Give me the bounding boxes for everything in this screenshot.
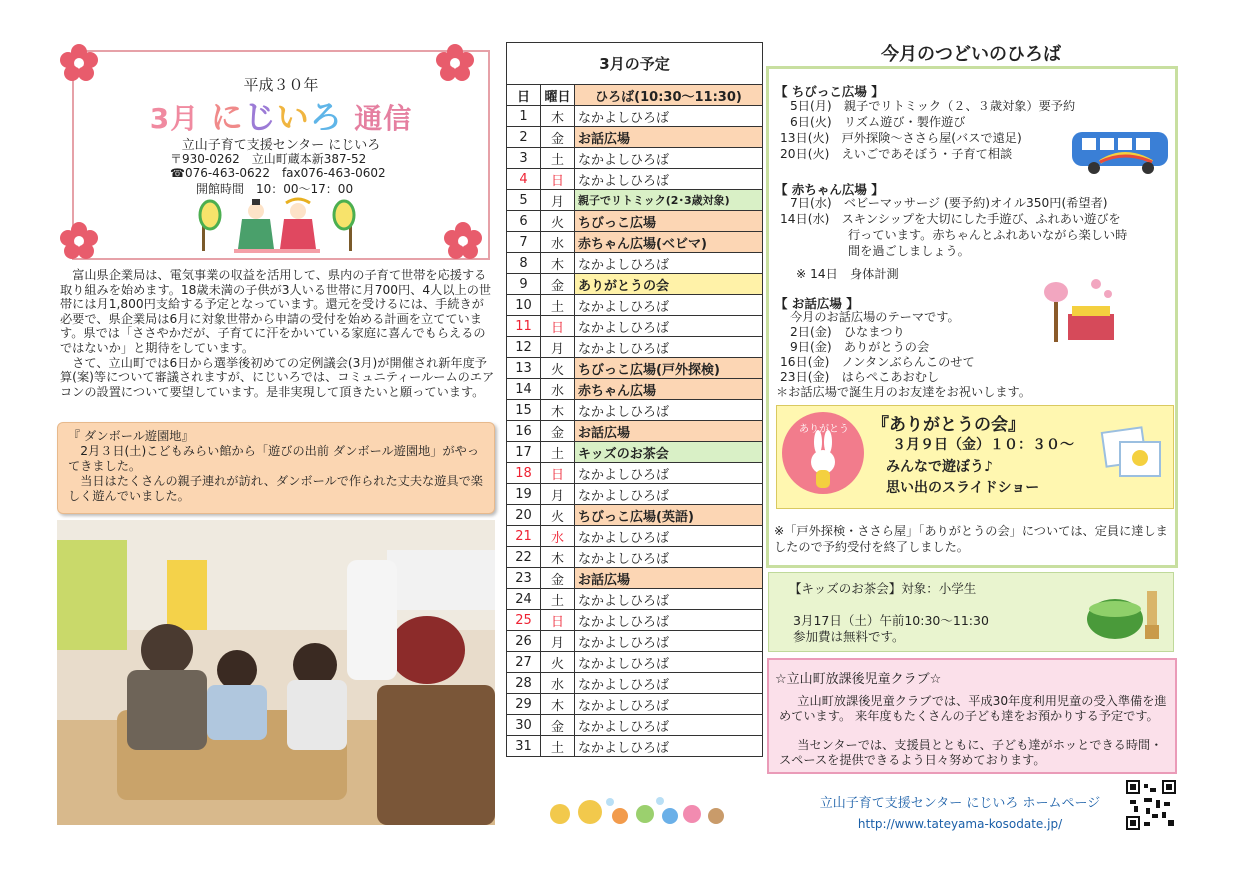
schedule-event: お話広場: [575, 568, 763, 589]
schedule-day: 4: [507, 169, 541, 190]
schedule-event: ちびっこ広場: [575, 211, 763, 232]
schedule-day: 3: [507, 148, 541, 169]
schedule-day: 9: [507, 274, 541, 295]
hina-dolls-illustration: [194, 197, 364, 253]
schedule-event: なかよしひろば: [575, 526, 763, 547]
schedule-weekday: 土: [541, 736, 575, 757]
schedule-event: なかよしひろば: [575, 631, 763, 652]
schedule-row: [507, 379, 763, 400]
schedule-weekday: 月: [541, 631, 575, 652]
schedule-weekday: 日: [541, 169, 575, 190]
schedule-weekday: 木: [541, 694, 575, 715]
schedule-row: [507, 715, 763, 736]
schedule-weekday: 火: [541, 358, 575, 379]
schedule-day: 8: [507, 253, 541, 274]
schedule-row: [507, 421, 763, 442]
schedule-event: なかよしひろば: [575, 316, 763, 337]
cardboard-text: 当日はたくさんの親子連れが訪れ、ダンボールで作られた丈夫な遊具で楽しく遊んでいました。: [68, 474, 483, 503]
schedule-row: [507, 295, 763, 316]
schedule-row: [507, 337, 763, 358]
homepage-footer: [800, 794, 1120, 834]
schedule-day: 19: [507, 484, 541, 505]
schedule-row: [507, 652, 763, 673]
title-suffix: 通信: [354, 102, 413, 135]
schedule-weekday: 火: [541, 505, 575, 526]
plum-flower-icon: [56, 222, 102, 262]
newsletter-header: [72, 50, 490, 260]
schedule-day: 6: [507, 211, 541, 232]
schedule-event: なかよしひろば: [575, 295, 763, 316]
schedule-event: 赤ちゃん広場: [575, 379, 763, 400]
schedule-row: [507, 484, 763, 505]
animal-parade-illustration: [540, 796, 730, 826]
schedule-row: [507, 589, 763, 610]
schedule-weekday: 木: [541, 253, 575, 274]
schedule-event: なかよしひろば: [575, 148, 763, 169]
schedule-weekday: 金: [541, 274, 575, 295]
schedule-row: [507, 673, 763, 694]
schedule-weekday: 日: [541, 610, 575, 631]
schedule-day: 16: [507, 421, 541, 442]
schedule-row: [507, 316, 763, 337]
baby-item: 14日(水) スキンシップを大切にした手遊び、ふれあい遊びを: [780, 212, 1121, 226]
cardboard-title: 『 ダンボール遊園地』: [68, 429, 194, 443]
booking-closed-note: ※「戸外探検・ささら屋」「ありがとうの会」については、定員に達しましたので予約受付を終了しました。: [774, 524, 1168, 554]
matcha-bowl-icon: [1085, 581, 1169, 645]
schedule-row: [507, 253, 763, 274]
title-char: に: [210, 98, 244, 136]
schedule-row: [507, 463, 763, 484]
thanks-title: 『ありがとうの会』: [872, 415, 1025, 435]
schedule-event: なかよしひろば: [575, 484, 763, 505]
schedule-day: 18: [507, 463, 541, 484]
schedule-weekday: 土: [541, 442, 575, 463]
schedule-weekday: 金: [541, 715, 575, 736]
schedule-weekday: 土: [541, 295, 575, 316]
chibikko-item: 13日(火) 戸外探険～ささら屋(バスで遠足): [780, 131, 1022, 145]
schedule-event: ありがとうの会: [575, 274, 763, 295]
schedule-row: [507, 211, 763, 232]
plum-flower-icon: [440, 222, 486, 262]
schedule-weekday: 土: [541, 148, 575, 169]
schedule-day: 17: [507, 442, 541, 463]
plum-flower-icon: [432, 44, 478, 84]
schedule-event: なかよしひろば: [575, 736, 763, 757]
column-header-day: 日: [507, 85, 541, 106]
schedule-row: [507, 631, 763, 652]
schedule-event: なかよしひろば: [575, 694, 763, 715]
baby-item-cont: 行っています。赤ちゃんとふれあいながら楽しい時: [848, 228, 1128, 242]
chibikko-item: 6日(火) リズム遊び・製作遊び: [790, 115, 966, 129]
ohanashi-item: 2日(金) ひなまつり: [790, 325, 905, 339]
schedule-event: 赤ちゃん広場(ベビマ): [575, 232, 763, 253]
schedule-day: 31: [507, 736, 541, 757]
plum-flower-icon: [56, 44, 102, 84]
schedule-row: [507, 169, 763, 190]
ohanashi-heading: 【 お話広場 】: [775, 296, 859, 311]
schedule-event: なかよしひろば: [575, 463, 763, 484]
baby-item-cont: 間を過ごしましょう。: [848, 244, 970, 258]
schedule-event: なかよしひろば: [575, 652, 763, 673]
schedule-event: お話広場: [575, 127, 763, 148]
schedule-day: 26: [507, 631, 541, 652]
thanks-line: 思い出のスライドショー: [886, 480, 1040, 496]
schedule-weekday: 水: [541, 526, 575, 547]
schedule-event: なかよしひろば: [575, 106, 763, 127]
schedule-weekday: 金: [541, 421, 575, 442]
schedule-row: [507, 610, 763, 631]
kids-fee: 参加費は無料です。: [793, 629, 905, 644]
schedule-weekday: 金: [541, 568, 575, 589]
chibikko-heading: 【 ちびっこ広場 】: [775, 84, 884, 99]
schedule-weekday: 木: [541, 400, 575, 421]
cardboard-park-notice: [57, 422, 495, 514]
schedule-weekday: 月: [541, 190, 575, 211]
kids-tea-party-box: [768, 572, 1174, 652]
schedule-event: なかよしひろば: [575, 610, 763, 631]
schedule-weekday: 火: [541, 652, 575, 673]
title-char: じ: [243, 98, 277, 136]
photo-cards-icon: [1098, 424, 1164, 482]
schedule-weekday: 木: [541, 547, 575, 568]
homepage-label: 立山子育て支援センター にじいろ ホームページ: [819, 796, 1101, 811]
schedule-day: 1: [507, 106, 541, 127]
header-year: 平成３０年: [243, 76, 319, 94]
schedule-row: [507, 106, 763, 127]
schedule-row: [507, 400, 763, 421]
club-heading: ☆立山町放課後児童クラブ☆: [775, 672, 942, 687]
schedule-weekday: 水: [541, 673, 575, 694]
schedule-weekday: 日: [541, 463, 575, 484]
club-paragraph: 立山町放課後児童クラブでは、平成30年度利用児童の受入準備を進めています。 来年度もたくさんの子ども達をお預かりする予定です。: [779, 694, 1167, 723]
schedule-weekday: 火: [541, 211, 575, 232]
intro-paragraph: さて、立山町では6日から選挙後初めての定例議会(3月)が開催され新年度予算(案)等について審議されますが、にじいろでは、コミュニティールームのエアコンの設置について要望しています。是非実現して頂きたいと願っています。: [60, 355, 495, 399]
chibikko-item: 20日(火) えいごであそぼう・子育て相談: [780, 147, 1013, 161]
schedule-row: [507, 190, 763, 211]
thanks-date: ３月９日（金）１０：３０～: [892, 437, 1074, 453]
schedule-event: キッズのお茶会: [575, 442, 763, 463]
schedule-weekday: 月: [541, 337, 575, 358]
chibikko-item: 5日(月) 親子でリトミック（２、３歳対象）要予約: [790, 99, 1076, 113]
schedule-day: 7: [507, 232, 541, 253]
schedule-day: 15: [507, 400, 541, 421]
schedule-event: ちびっこ広場(英語): [575, 505, 763, 526]
schedule-event: お話広場: [575, 421, 763, 442]
title-month: 3月: [149, 102, 200, 135]
schedule-row: [507, 274, 763, 295]
schedule-row: [507, 232, 763, 253]
cardboard-text: 2月３日(土)こどもみらい館から「遊びの出前 ダンボール遊園地」がやってきました。: [68, 444, 480, 473]
schedule-row: [507, 736, 763, 757]
schedule-title: 3月の予定: [507, 43, 763, 85]
march-schedule-table: [506, 42, 763, 757]
schedule-event: なかよしひろば: [575, 715, 763, 736]
schedule-day: 2: [507, 127, 541, 148]
thanks-badge-text: ありがとう: [799, 424, 849, 435]
center-name: 立山子育て支援センター にじいろ: [181, 138, 381, 153]
right-panel-title: 今月のつどいのひろば: [881, 44, 1061, 65]
schedule-row: [507, 505, 763, 526]
ohanashi-item: 16日(金) ノンタンぶらんこのせて: [780, 355, 975, 369]
schedule-event: なかよしひろば: [575, 673, 763, 694]
schedule-day: 20: [507, 505, 541, 526]
hina-lantern-icon: [1036, 276, 1120, 346]
schedule-day: 28: [507, 673, 541, 694]
schedule-row: [507, 358, 763, 379]
column-header-weekday: 曜日: [541, 85, 575, 106]
ohanashi-item: 23日(金) はらぺこあおむし: [780, 370, 940, 384]
schedule-day: 12: [507, 337, 541, 358]
after-school-club-box: [767, 658, 1177, 774]
ohanashi-item: 9日(金) ありがとうの会: [790, 340, 930, 354]
postal-address: 〒930-0262 立山町蔵本新387-52: [170, 152, 367, 166]
schedule-weekday: 木: [541, 106, 575, 127]
schedule-day: 27: [507, 652, 541, 673]
baby-heading: 【 赤ちゃん広場 】: [775, 182, 884, 197]
title-rainbow-word: [210, 98, 355, 136]
schedule-row: [507, 442, 763, 463]
schedule-event: なかよしひろば: [575, 169, 763, 190]
kids-time: 3月17日（土）午前10:30～11:30: [793, 613, 989, 628]
schedule-day: 11: [507, 316, 541, 337]
tel-fax: ☎076-463-0622 fax076-463-0602: [170, 166, 386, 180]
thanks-line: みんなで遊ぼう♪: [886, 459, 993, 475]
contact-info: [170, 152, 386, 180]
schedule-day: 23: [507, 568, 541, 589]
schedule-row: [507, 568, 763, 589]
schedule-row: [507, 127, 763, 148]
schedule-day: 14: [507, 379, 541, 400]
schedule-row: [507, 694, 763, 715]
schedule-event: なかよしひろば: [575, 337, 763, 358]
club-paragraph: 当センターでは、支援員とともに、子ども達がホッとできる時間・スペースを提供できるよう日々努めております。: [779, 738, 1163, 767]
schedule-day: 13: [507, 358, 541, 379]
schedule-event: なかよしひろば: [575, 253, 763, 274]
schedule-event: なかよしひろば: [575, 400, 763, 421]
newsletter-title: [74, 92, 488, 138]
schedule-weekday: 金: [541, 127, 575, 148]
homepage-url[interactable]: http://www.tateyama-kosodate.jp/: [857, 817, 1063, 831]
schedule-day: 5: [507, 190, 541, 211]
ohanashi-intro: 今月のお話広場のテーマです。: [790, 310, 960, 324]
bus-icon: [1070, 128, 1170, 176]
baby-note: ※ 14日 身体計測: [796, 267, 899, 281]
schedule-day: 24: [507, 589, 541, 610]
title-char: ろ: [309, 98, 343, 136]
column-header-event: ひろば(10:30～11:30): [575, 85, 763, 106]
schedule-weekday: 土: [541, 589, 575, 610]
schedule-day: 30: [507, 715, 541, 736]
cardboard-park-photo: [57, 520, 495, 825]
schedule-event: 親子でリトミック(2･3歳対象): [575, 190, 763, 211]
schedule-row: [507, 526, 763, 547]
schedule-weekday: 水: [541, 379, 575, 400]
schedule-rows: [507, 106, 763, 757]
schedule-day: 22: [507, 547, 541, 568]
intro-paragraph: 富山県企業局は、電気事業の収益を活用して、県内の子育て世帯を応援する取り組みを始めます。18歳未満の子供が3人いる世帯に月700円、4人以上の世帯には月1,800円支給する予定となっています。還元を受けるには、手続きが必要で、県企業局は6月に対象世帯から申請の受付を始める計画を立てています。県では「ささやかだが、子育てに汗をかいている家庭に喜んでもらえるのではないか」と期待をしています。: [60, 268, 492, 355]
kids-heading: 【キッズのお茶会】対象：小学生: [789, 581, 977, 596]
schedule-event: なかよしひろば: [575, 589, 763, 610]
opening-hours: 開館時間 10：00～17：00: [196, 182, 354, 196]
intro-article: [60, 268, 496, 399]
schedule-weekday: 日: [541, 316, 575, 337]
schedule-event: なかよしひろば: [575, 547, 763, 568]
baby-item: 7日(水) ベビーマッサージ (要予約)オイル350円(希望者): [790, 196, 1108, 210]
schedule-row: [507, 148, 763, 169]
schedule-event: ちびっこ広場(戸外探検): [575, 358, 763, 379]
schedule-weekday: 月: [541, 484, 575, 505]
title-char: い: [276, 98, 310, 136]
schedule-day: 10: [507, 295, 541, 316]
schedule-day: 25: [507, 610, 541, 631]
schedule-weekday: 水: [541, 232, 575, 253]
ohanashi-note: ＊お話広場で誕生月のお友達をお祝いします。: [776, 385, 1031, 399]
schedule-day: 21: [507, 526, 541, 547]
schedule-row: [507, 547, 763, 568]
schedule-day: 29: [507, 694, 541, 715]
qr-code-icon[interactable]: [1126, 780, 1176, 830]
